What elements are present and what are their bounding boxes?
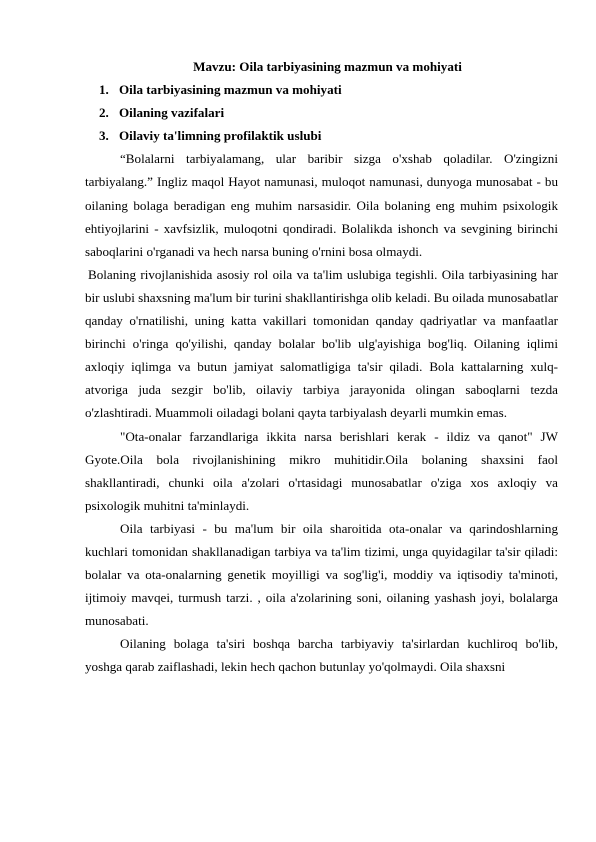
paragraph-4: Oila tarbiyasi - bu ma'lum bir oila sharoitida ota-onalar va qarindoshlarning kuchlari tomonidan shakllanadigan tarbiya va ta'lim tizimi, unga quyidagilar ta'sir qiladi: bolalar va ota-onalarning genetik moyilligi va sog'lig'i, moddiy va iqtisodiy ta'minoti, ijtimoiy mavqei, turmush tarzi. , oila a'zolarining soni, oilaning yashash joyi, bolalarga munosabati.: [85, 520, 558, 629]
outline-item-2: [85, 101, 558, 124]
document-page: [85, 55, 558, 679]
paragraph-2: Bolaning rivojlanishida asosiy rol oila va ta'lim uslubiga tegishli. Oila tarbiyasining har bir uslubi shaxsning ma'lum bir turini shakllantirishga olib keladi. Bu oilada munosabatlar qanday o'rnatilishi, uning katta vakillari tomonidan qanday qadriyatlar va manfaatlar birinchi o'ringa qo'yilishi, qanday bolalar bo'lib ulg'ayishiga bog'liq. Oilaning iqlimi axloqiy iqlimga va butun jamiyat salomatligiga ta'sir qiladi. Bola kattalarning xulq-atvoriga juda sezgir bo'lib, oilaviy tarbiya jarayonida olingan saboqlarni tezda o'zlashtiradi. Muammoli oiladagi bolani qayta tarbiyalash deyarli mumkin emas.: [85, 266, 558, 421]
paragraph-5: Oilaning bolaga ta'siri boshqa barcha tarbiyaviy ta'sirlardan kuchliroq bo'lib, yoshga qarab zaiflashadi, lekin hech qachon butunlay yo'qolmaydi. Oila shaxsni: [85, 636, 558, 675]
outline-number: 1.: [99, 82, 109, 98]
outline-item-1: [85, 78, 558, 101]
outline-text: Oilaning vazifalari: [119, 105, 225, 121]
document-title: Mavzu: Oila tarbiyasining mazmun va mohiyati: [193, 59, 462, 74]
outline-item-3: [85, 124, 558, 147]
outline-number: 3.: [99, 128, 109, 144]
topic-outline: [85, 78, 558, 147]
paragraph-3: "Ota-onalar farzandlariga ikkita narsa berishlari kerak - ildiz va qanot" JW Gyote.Oila bola rivojlanishining mikro muhitidir.Oila bolaning shaxsini faol shakllantiradi, chunki oila a'zolari o'rtasidagi munosabatlar o'ziga xos axloqiy va psixologik muhitni ta'minlaydi.: [85, 428, 558, 513]
outline-number: 2.: [99, 105, 109, 121]
paragraph-1: “Bolalarni tarbiyalamang, ular baribir sizga o'xshab qoladilar. O'zingizni tarbiyalang.” Ingliz maqol Hayot namunasi, muloqot namunasi, dunyoga munosabat - bu oilaning bolaga beradigan eng muhim narsasidir. Oila bolaning eng muhim psixologik ehtiyojlarini - xavfsizlik, muloqotni qondiradi. Bolalikda ishonch va sevgining birinchi saboqlarini o'rganadi va hech narsa buning o'rnini bosa olmaydi.: [85, 151, 558, 259]
outline-text: Oilaviy ta'limning profilaktik uslubi: [119, 128, 322, 144]
outline-text: Oila tarbiyasining mazmun va mohiyati: [119, 82, 342, 98]
